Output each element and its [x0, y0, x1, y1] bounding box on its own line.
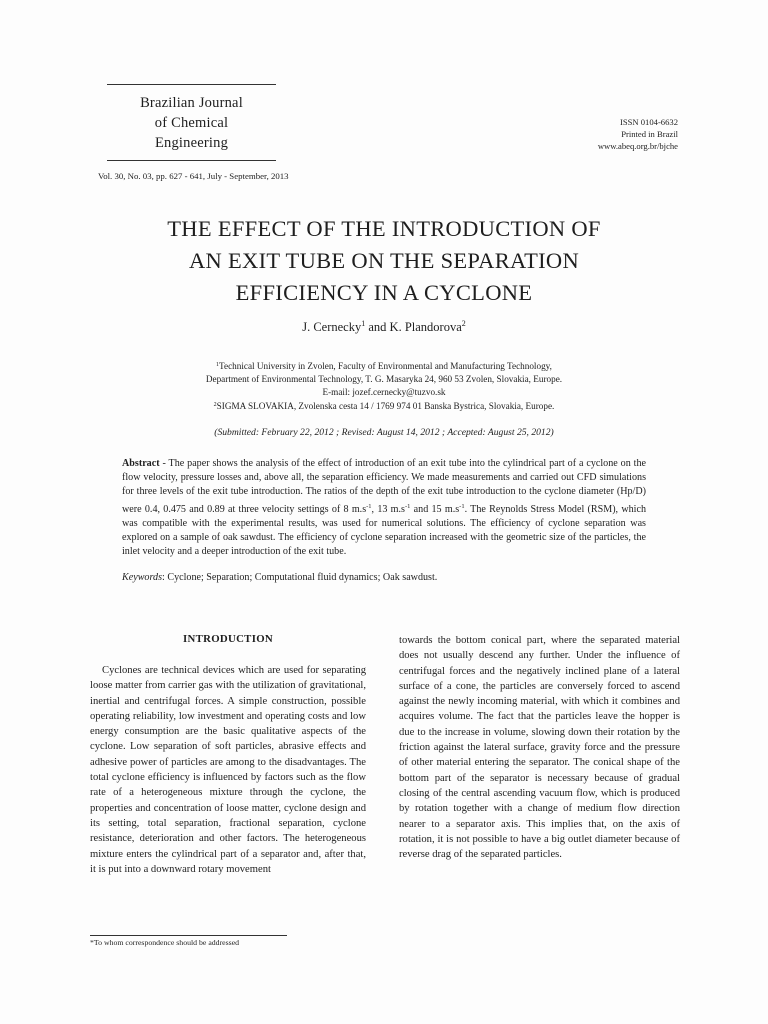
- title-line-2: AN EXIT TUBE ON THE SEPARATION: [188, 248, 580, 273]
- affiliation-1-line-1: [90, 359, 678, 373]
- abstract-text-1: - The paper shows the analysis of the effect of introduction of an exit tube into the cylindrical part of a cyclone on the flow velocity, pressure losses and, above all, the separation efficiency. We made measurements and carried out CFD simulations for three levels of the exit tube introduction. The ratios of the depth of the exit tube introduction to the cyclone diameter (Hp/D) were 0.4, 0.475 and 0.89 at three velocity settings of 8 m.s: [122, 458, 646, 515]
- authors-and: and: [365, 320, 390, 334]
- author-1-affil-mark: 1: [361, 319, 366, 328]
- right-column-paragraph: towards the bottom conical part, where the separated material does not usually descend any further. Under the influence of centrifugal forces and the negatively inclined plane of a lateral surface of a cone, the particles are conversely forced to ascend against the newly incoming material, with which it combines and acquires volume. The fact that the particles leave the hopper is due to the increase in volume, slowing down their rotation by the friction against the lateral surface, gravity force and the pressure of other material entering the separator. The conical shape of the bottom part of the separator is necessary because of gradual closing of the central ascending vacuum flow, which is produced by rotation together with a change of medium flow direction nearer to a separator axis. This implies that, on the axis of rotation, it is not possible to have a big outlet diameter because of reverse drag of the separated particles.: [399, 635, 680, 861]
- author-1: J. Cernecky: [302, 320, 362, 334]
- journal-name-line-2: of Chemical: [154, 115, 229, 131]
- journal-url: www.abeq.org.br/bjche: [597, 141, 678, 151]
- journal-name: [107, 93, 276, 153]
- keywords: [122, 571, 646, 585]
- affiliation-1-line-2: Department of Environmental Technology, T. G. Masaryka 24, 960 53 Zvolen, Slovakia, Europe.: [205, 374, 563, 384]
- paper-title: [90, 213, 678, 309]
- affiliation-2-mark: 2: [213, 402, 217, 408]
- affiliations: [90, 359, 678, 413]
- abstract-sup-2: -1: [404, 502, 411, 510]
- abstract-text-4: . The Reynolds Stress Model (RSM), which was compatible with the experimental results, was used for numerical solutions. The efficiency of cyclone separation was explored on a sample of oak sawdust. The efficiency of cyclone separation increased with the geometric size of the particles, the inlet velocity and a deeper introduction of the exit tube.: [122, 503, 646, 558]
- abstract-label: Abstract: [122, 458, 160, 469]
- journal-rule-bottom: [107, 160, 276, 161]
- journal-name-line-1: Brazilian Journal: [140, 95, 243, 111]
- author-2-affil-mark: 2: [461, 319, 466, 328]
- footnote-rule: [90, 935, 287, 936]
- section-heading: INTRODUCTION: [183, 633, 273, 645]
- issn: ISSN 0104-6632: [619, 117, 678, 127]
- right-column: [399, 633, 680, 862]
- footnote: *To whom correspondence should be addressed: [90, 938, 240, 947]
- abstract-sup-1: -1: [366, 502, 372, 510]
- keywords-label: Keywords: [122, 572, 163, 583]
- authors: [90, 319, 678, 335]
- title-line-3: EFFICIENCY IN A CYCLONE: [235, 280, 533, 305]
- affiliation-2: [90, 399, 678, 413]
- abstract-sup-3: -1: [459, 502, 465, 510]
- abstract-text-3: and 15 m.s: [410, 503, 460, 515]
- journal-name-line-3: Engineering: [154, 135, 229, 151]
- abstract-text-2: , 13 m.s: [371, 503, 405, 515]
- issn-block: [598, 116, 678, 152]
- left-column-paragraph: Cyclones are technical devices which are used for separating loose matter from carrier gas with the utilization of gravitational, inertial and centrifugal forces. A simple construction, possible operating reliability, low investment and operating costs and low energy consumption are the basic qualitative aspects of the cyclone. Low separation of soft particles, abrasive effects and adhesive power of particles are among to the disadvantages. The total cyclone efficiency is influenced by factors such as the flow rate of a heterogeneous mixture through the cyclone, the properties and concentration of loose matter, cyclone design and its setting, total separation, fractional separation, cyclone resistance, deterioration and other factors. The heterogeneous mixture enters the cylindrical part of a separator and, after that, it is put into a downward rotary movement: [90, 665, 366, 875]
- left-column: [90, 663, 366, 877]
- affiliation-2-text: SIGMA SLOVAKIA, Zvolenska cesta 14 / 1769 974 01 Banska Bystrica, Slovakia, Europe.: [216, 401, 555, 411]
- abstract: [122, 457, 646, 559]
- journal-rule-top: [107, 84, 276, 85]
- volume-line: Vol. 30, No. 03, pp. 627 - 641, July - September, 2013: [98, 171, 289, 181]
- email: E-mail: jozef.cernecky@tuzvo.sk: [322, 387, 446, 397]
- submission-dates: (Submitted: February 22, 2012 ; Revised: August 14, 2012 ; Accepted: August 25, 2012): [214, 427, 554, 438]
- affiliation-1-mark: 1: [216, 362, 220, 368]
- affiliation-1-text: Technical University in Zvolen, Faculty of Environmental and Manufacturing Technology,: [219, 361, 552, 371]
- keywords-text: : Cyclone; Separation; Computational fluid dynamics; Oak sawdust.: [162, 572, 438, 583]
- author-2: K. Plandorova: [389, 320, 462, 334]
- printed-in: Printed in Brazil: [621, 129, 678, 139]
- title-line-1: THE EFFECT OF THE INTRODUCTION OF: [167, 216, 601, 241]
